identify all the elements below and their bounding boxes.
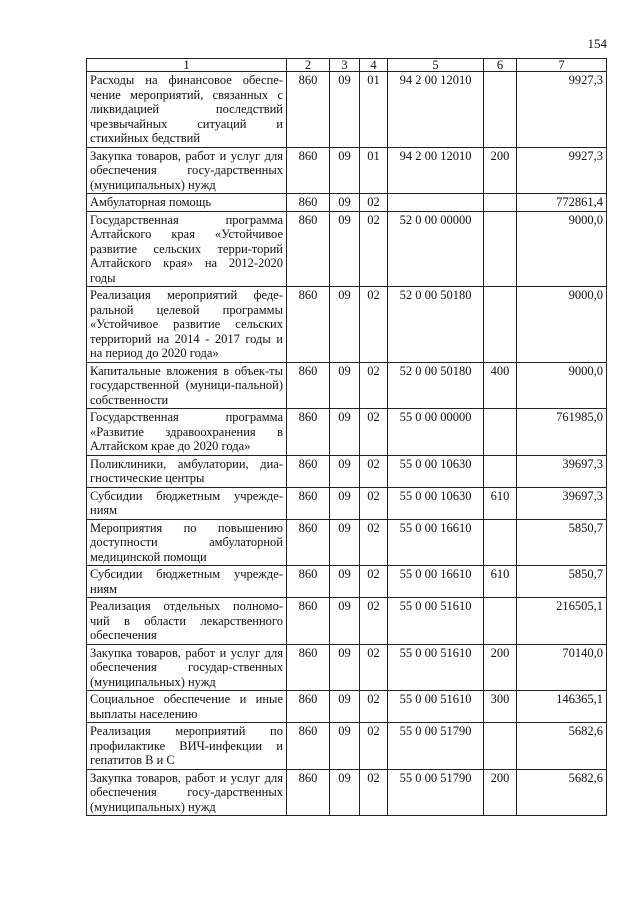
row-target-code: 55 0 00 51610 (388, 598, 484, 645)
row-amount: 146365,1 (517, 691, 607, 723)
row-amount: 39697,3 (517, 455, 607, 487)
table-row (87, 691, 607, 723)
header-col-7: 7 (517, 59, 607, 72)
row-subsection: 02 (360, 287, 388, 363)
row-section: 09 (330, 194, 360, 212)
row-expense-type: 200 (484, 769, 517, 816)
row-expense-type (484, 194, 517, 212)
table-row (87, 409, 607, 456)
row-section: 09 (330, 598, 360, 645)
row-expense-type (484, 723, 517, 770)
row-section: 09 (330, 147, 360, 194)
row-name: Реализация мероприятий феде-ральной целевой программы «Устойчивое развитие сельских территорий на 2014 - 2017 годы и на период до 2020 года» (87, 287, 287, 363)
row-expense-type: 610 (484, 566, 517, 598)
row-amount: 761985,0 (517, 409, 607, 456)
row-code: 860 (287, 723, 330, 770)
row-amount: 39697,3 (517, 487, 607, 519)
row-section: 09 (330, 691, 360, 723)
row-subsection: 02 (360, 487, 388, 519)
row-amount: 70140,0 (517, 644, 607, 691)
row-code: 860 (287, 566, 330, 598)
row-code: 860 (287, 487, 330, 519)
row-code: 860 (287, 644, 330, 691)
row-expense-type: 200 (484, 644, 517, 691)
row-code: 860 (287, 409, 330, 456)
table-header-row (87, 59, 607, 72)
row-name: Поликлиники, амбулатории, диа-гностические центры (87, 455, 287, 487)
row-section: 09 (330, 487, 360, 519)
row-target-code: 55 0 00 51610 (388, 644, 484, 691)
row-target-code: 52 0 00 50180 (388, 362, 484, 409)
row-section: 09 (330, 566, 360, 598)
row-expense-type: 400 (484, 362, 517, 409)
row-name: Реализация мероприятий по профилактике ВИЧ-инфекции и гепатитов В и С (87, 723, 287, 770)
table-row (87, 455, 607, 487)
row-code: 860 (287, 362, 330, 409)
row-subsection: 02 (360, 409, 388, 456)
row-section: 09 (330, 519, 360, 566)
row-expense-type: 200 (484, 147, 517, 194)
budget-table (86, 58, 607, 816)
row-code: 860 (287, 455, 330, 487)
row-section: 09 (330, 769, 360, 816)
row-amount: 9927,3 (517, 147, 607, 194)
row-target-code: 55 0 00 00000 (388, 409, 484, 456)
row-section: 09 (330, 409, 360, 456)
header-col-4: 4 (360, 59, 388, 72)
table-row (87, 519, 607, 566)
table-row (87, 566, 607, 598)
row-target-code (388, 194, 484, 212)
row-code: 860 (287, 211, 330, 287)
row-subsection: 02 (360, 644, 388, 691)
row-amount: 9927,3 (517, 72, 607, 148)
row-section: 09 (330, 723, 360, 770)
row-target-code: 55 0 00 16610 (388, 519, 484, 566)
row-target-code: 55 0 00 51610 (388, 691, 484, 723)
table-row (87, 598, 607, 645)
row-expense-type (484, 287, 517, 363)
row-subsection: 02 (360, 362, 388, 409)
table-row (87, 211, 607, 287)
header-col-5: 5 (388, 59, 484, 72)
row-target-code: 94 2 00 12010 (388, 147, 484, 194)
table-row (87, 147, 607, 194)
row-name: Закупка товаров, работ и услуг для обеспечения госу-дарственных (муниципальных) нужд (87, 769, 287, 816)
header-col-1: 1 (87, 59, 287, 72)
table-row (87, 487, 607, 519)
row-section: 09 (330, 644, 360, 691)
row-target-code: 55 0 00 10630 (388, 455, 484, 487)
table-row (87, 72, 607, 148)
header-col-6: 6 (484, 59, 517, 72)
row-name: Субсидии бюджетным учрежде-ниям (87, 566, 287, 598)
row-name: Капитальные вложения в объек-ты государственной (муници-пальной) собственности (87, 362, 287, 409)
row-amount: 9000,0 (517, 211, 607, 287)
row-subsection: 02 (360, 519, 388, 566)
row-code: 860 (287, 72, 330, 148)
row-section: 09 (330, 72, 360, 148)
row-expense-type: 610 (484, 487, 517, 519)
row-section: 09 (330, 211, 360, 287)
row-code: 860 (287, 519, 330, 566)
row-name: Государственная программа Алтайского края «Устойчивое развитие сельских терри-торий Алтайского края» на 2012-2020 годы (87, 211, 287, 287)
row-name: Амбулаторная помощь (87, 194, 287, 212)
table-row (87, 723, 607, 770)
row-name: Мероприятия по повышению доступности амбулаторной медицинской помощи (87, 519, 287, 566)
row-amount: 216505,1 (517, 598, 607, 645)
row-name: Социальное обеспечение и иные выплаты населению (87, 691, 287, 723)
row-expense-type: 300 (484, 691, 517, 723)
row-subsection: 02 (360, 769, 388, 816)
row-target-code: 55 0 00 51790 (388, 723, 484, 770)
row-target-code: 52 0 00 00000 (388, 211, 484, 287)
row-code: 860 (287, 769, 330, 816)
row-subsection: 02 (360, 566, 388, 598)
row-section: 09 (330, 455, 360, 487)
table-row (87, 287, 607, 363)
row-code: 860 (287, 147, 330, 194)
row-amount: 9000,0 (517, 362, 607, 409)
page-number: 154 (587, 36, 607, 51)
row-name: Государственная программа «Развитие здравоохранения в Алтайском крае до 2020 года» (87, 409, 287, 456)
row-expense-type (484, 598, 517, 645)
row-name: Субсидии бюджетным учрежде-ниям (87, 487, 287, 519)
row-expense-type (484, 211, 517, 287)
row-name: Закупка товаров, работ и услуг для обеспечения госу-дарственных (муниципальных) нужд (87, 147, 287, 194)
row-code: 860 (287, 691, 330, 723)
row-subsection: 01 (360, 72, 388, 148)
table-row (87, 644, 607, 691)
header-col-2: 2 (287, 59, 330, 72)
row-expense-type (484, 409, 517, 456)
row-code: 860 (287, 598, 330, 645)
row-target-code: 55 0 00 51790 (388, 769, 484, 816)
row-name: Реализация отдельных полномо-чий в области лекарственного обеспечения (87, 598, 287, 645)
row-code: 860 (287, 194, 330, 212)
row-subsection: 02 (360, 691, 388, 723)
row-amount: 5850,7 (517, 519, 607, 566)
row-target-code: 55 0 00 16610 (388, 566, 484, 598)
row-amount: 5682,6 (517, 769, 607, 816)
row-amount: 9000,0 (517, 287, 607, 363)
row-target-code: 94 2 00 12010 (388, 72, 484, 148)
row-amount: 5682,6 (517, 723, 607, 770)
row-section: 09 (330, 362, 360, 409)
row-target-code: 52 0 00 50180 (388, 287, 484, 363)
row-name: Расходы на финансовое обеспе-чение мероприятий, связанных с ликвидацией последствий чрезвычайных ситуаций и стихийных бедствий (87, 72, 287, 148)
row-expense-type (484, 455, 517, 487)
row-subsection: 02 (360, 598, 388, 645)
row-amount: 5850,7 (517, 566, 607, 598)
table-row (87, 769, 607, 816)
row-subsection: 02 (360, 455, 388, 487)
row-name: Закупка товаров, работ и услуг для обеспечения государ-ственных (муниципальных) нужд (87, 644, 287, 691)
table-row (87, 362, 607, 409)
table-row (87, 194, 607, 212)
row-expense-type (484, 519, 517, 566)
header-col-3: 3 (330, 59, 360, 72)
row-expense-type (484, 72, 517, 148)
row-subsection: 02 (360, 194, 388, 212)
row-subsection: 02 (360, 211, 388, 287)
row-target-code: 55 0 00 10630 (388, 487, 484, 519)
row-subsection: 02 (360, 723, 388, 770)
row-section: 09 (330, 287, 360, 363)
row-amount: 772861,4 (517, 194, 607, 212)
row-subsection: 01 (360, 147, 388, 194)
row-code: 860 (287, 287, 330, 363)
